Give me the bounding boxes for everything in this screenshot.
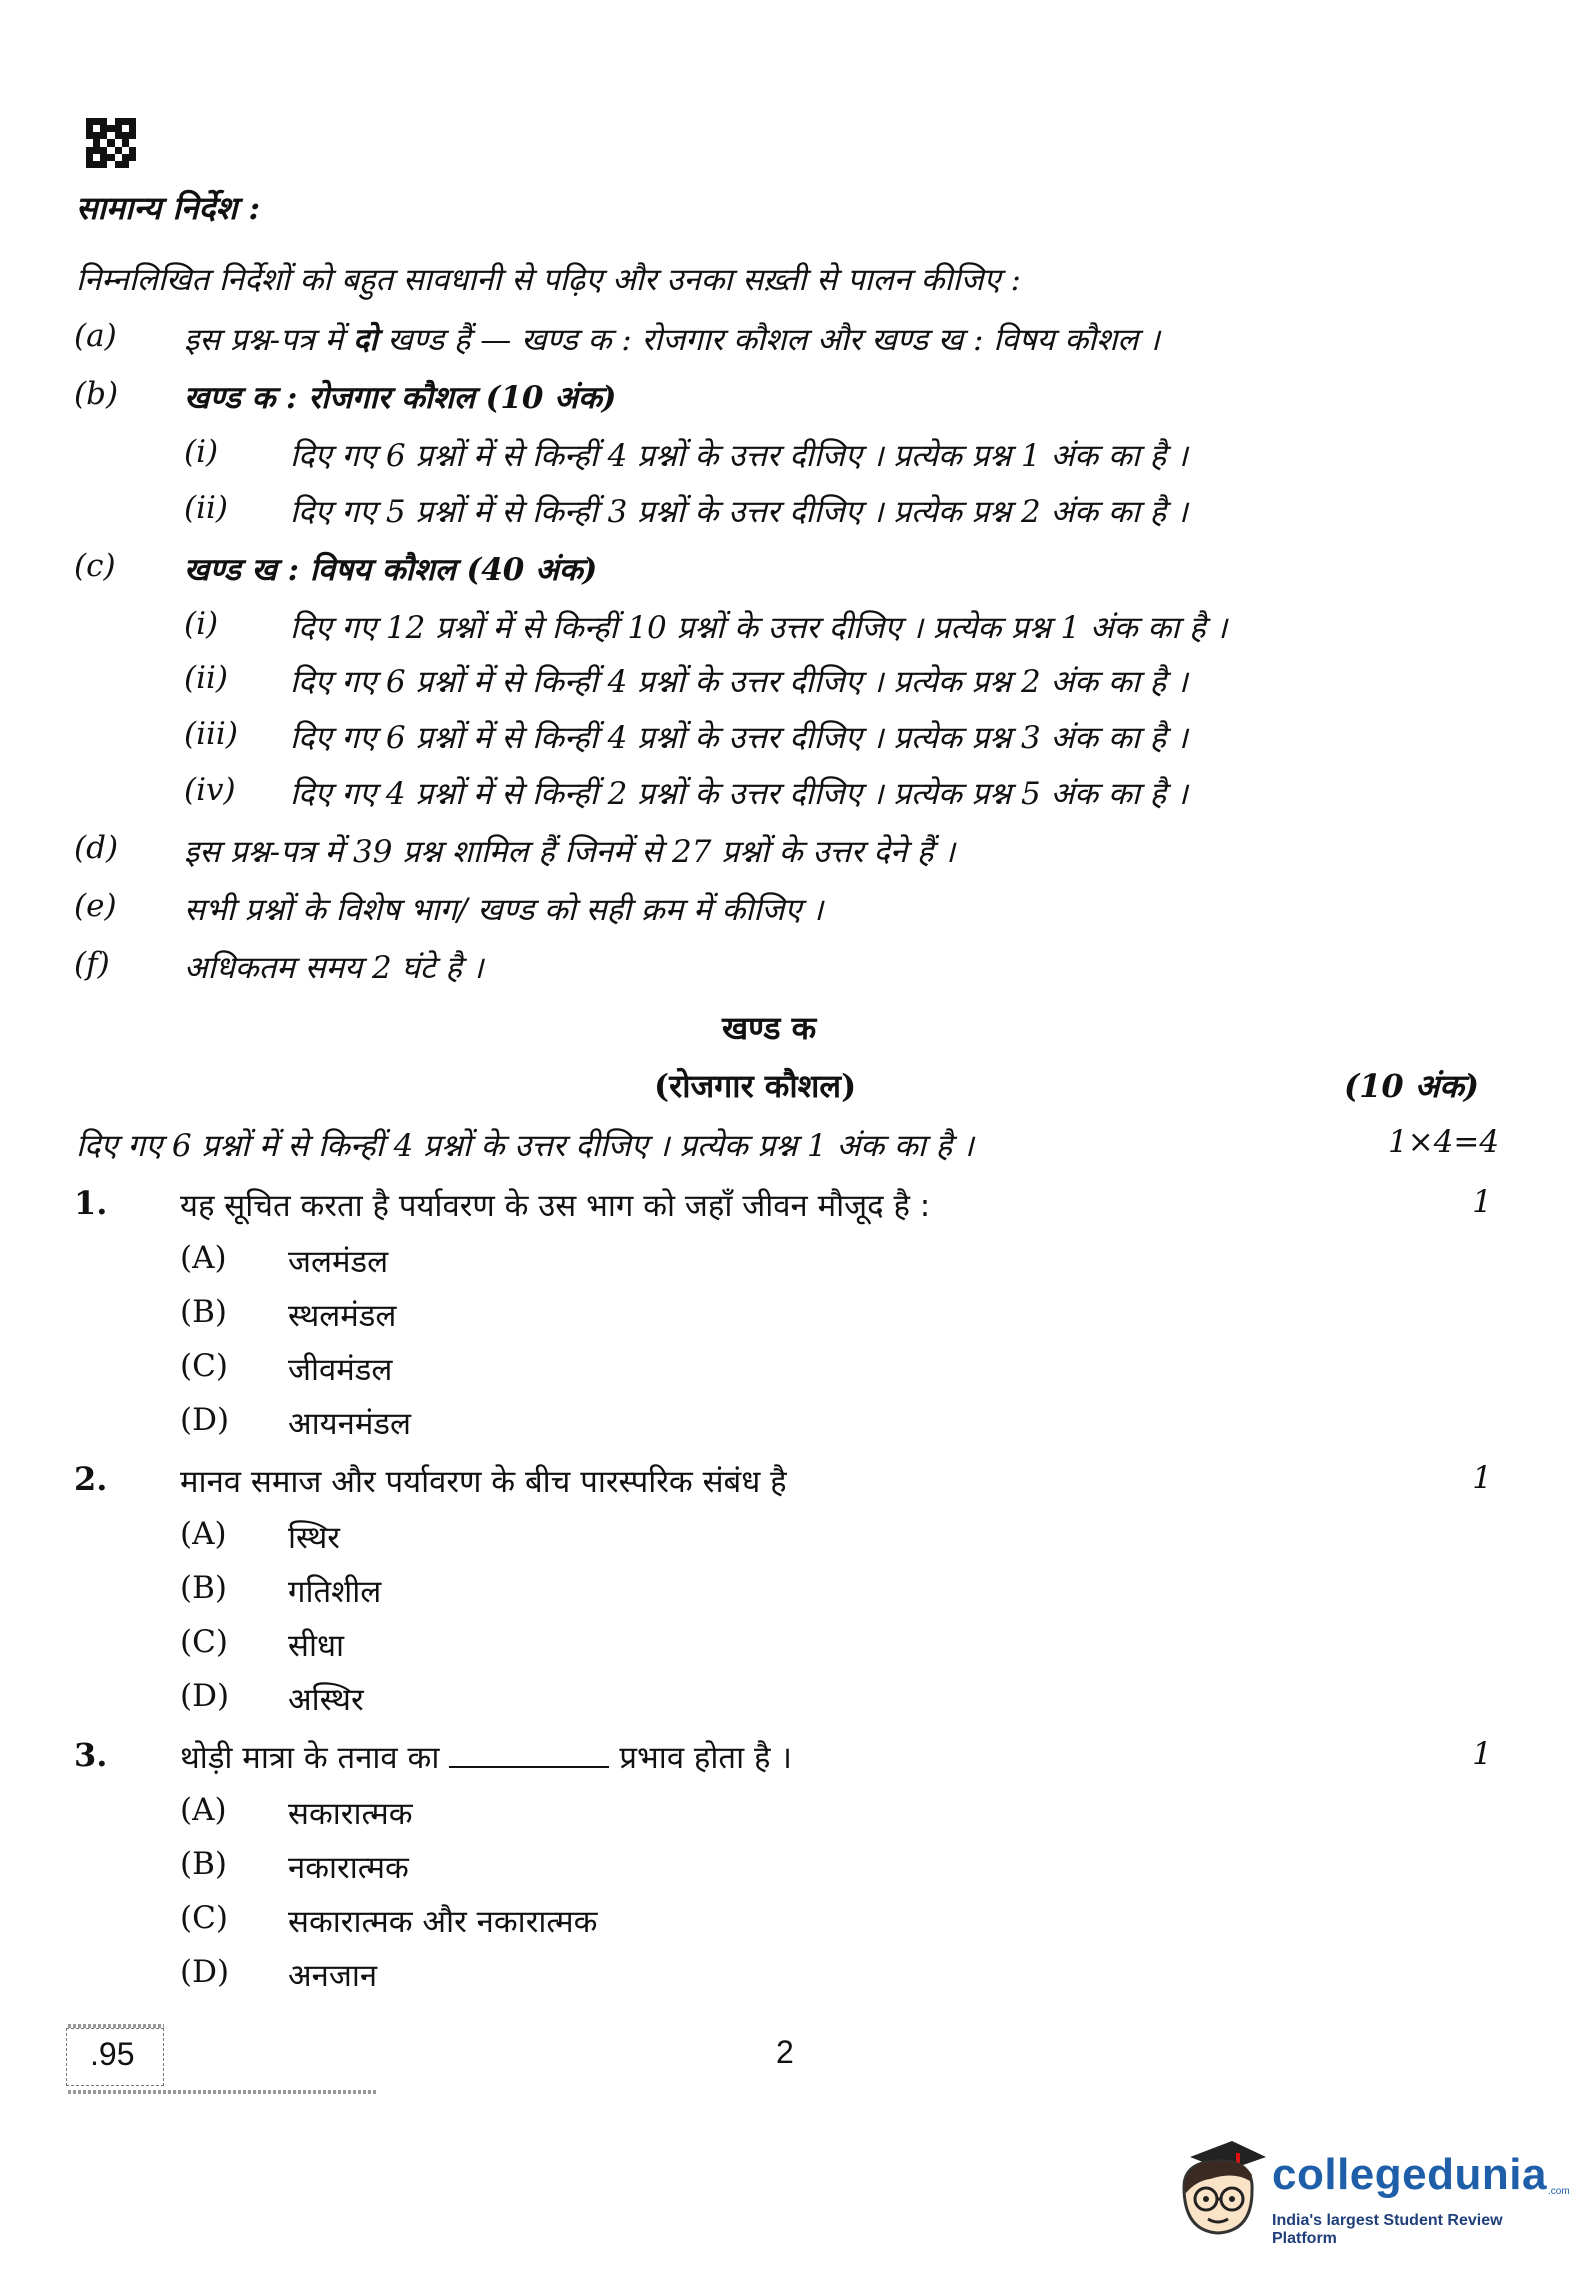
q2-option-d-label: (D) — [180, 1678, 230, 1714]
section-a-title: खण्ड क — [722, 1009, 817, 1047]
page-number: 2 — [776, 2034, 794, 2070]
q2-option-a-label: (A) — [180, 1516, 227, 1552]
instruction-b-heading: खण्ड क : रोजगार कौशल (10 अंक) — [184, 380, 617, 416]
instruction-c-i-text: दिए गए 12 प्रश्नों में से किन्हीं 10 प्रश्नों के उत्तर दीजिए । प्रत्येक प्रश्न 1 अंक का है । — [290, 610, 1228, 646]
q3-option-b-text: नकारात्मक — [288, 1850, 409, 1886]
q1-option-a-text: जलमंडल — [288, 1244, 389, 1280]
microprint-bottom — [68, 2090, 378, 2094]
section-a-instruction: दिए गए 6 प्रश्नों में से किन्हीं 4 प्रश्नों के उत्तर दीजिए । प्रत्येक प्रश्न 1 अंक का है । — [76, 1128, 974, 1164]
question-1-text: यह सूचित करता है पर्यावरण के उस भाग को जहाँ जीवन मौजूद है : — [180, 1188, 931, 1224]
instruction-c-iii-text: दिए गए 6 प्रश्नों में से किन्हीं 4 प्रश्नों के उत्तर दीजिए । प्रत्येक प्रश्न 3 अंक का है । — [290, 720, 1188, 756]
q2-option-c-label: (C) — [180, 1624, 228, 1660]
instruction-a-text: इस प्रश्न-पत्र में दो खण्ड हैं — खण्ड क : रोजगार कौशल और खण्ड ख : विषय कौशल । — [184, 322, 1160, 358]
instruction-b-i-label: (i) — [184, 434, 219, 470]
q1-option-b-label: (B) — [180, 1294, 227, 1330]
instructions-intro: निम्नलिखित निर्देशों को बहुत सावधानी से पढ़िए और उनका सख़्ती से पालन कीजिए : — [76, 262, 1021, 298]
instruction-c-iv-label: (iv) — [184, 772, 236, 808]
instruction-c-iii-label: (iii) — [184, 716, 238, 752]
paper-code: .95 — [90, 2036, 135, 2072]
instruction-c-iv-text: दिए गए 4 प्रश्नों में से किन्हीं 2 प्रश्नों के उत्तर दीजिए । प्रत्येक प्रश्न 5 अंक का है । — [290, 776, 1188, 812]
collegedunia-logo-text[interactable]: collegedunia — [1272, 2150, 1547, 2199]
question-1-number: 1. — [74, 1184, 108, 1222]
q1-option-d-label: (D) — [180, 1402, 230, 1438]
answer-blank — [449, 1744, 609, 1768]
qr-code — [86, 118, 136, 168]
instruction-c-heading: खण्ड ख : विषय कौशल (40 अंक) — [184, 552, 598, 588]
instruction-f-text: अधिकतम समय 2 घंटे है । — [184, 950, 484, 986]
q1-option-a-label: (A) — [180, 1240, 227, 1276]
q2-option-c-text: सीधा — [288, 1628, 345, 1664]
instruction-c-i-label: (i) — [184, 606, 219, 642]
q1-option-c-text: जीवमंडल — [288, 1352, 393, 1388]
instruction-b-ii-text: दिए गए 5 प्रश्नों में से किन्हीं 3 प्रश्नों के उत्तर दीजिए । प्रत्येक प्रश्न 2 अंक का है । — [290, 494, 1188, 530]
instruction-c-label: (c) — [74, 548, 116, 584]
q3-option-a-text: सकारात्मक — [288, 1796, 413, 1832]
question-2-text: मानव समाज और पर्यावरण के बीच पारस्परिक संबंध है — [180, 1464, 787, 1500]
collegedunia-tagline: India's largest Student Review Platform — [1272, 2212, 1503, 2247]
collegedunia-logo-com: .com — [1548, 2186, 1570, 2197]
instruction-d-label: (d) — [74, 830, 119, 866]
q3-option-d-label: (D) — [180, 1954, 230, 1990]
instruction-b-ii-label: (ii) — [184, 490, 229, 526]
q3-option-c-label: (C) — [180, 1900, 228, 1936]
question-3-text: थोड़ी मात्रा के तनाव का प्रभाव होता है । — [180, 1740, 793, 1776]
instruction-d-text: इस प्रश्न-पत्र में 39 प्रश्न शामिल हैं जिनमें से 27 प्रश्नों के उत्तर देने हैं । — [184, 834, 955, 870]
instruction-e-text: सभी प्रश्नों के विशेष भाग/ खण्ड को सही क्रम में कीजिए । — [184, 892, 824, 928]
q3-option-b-label: (B) — [180, 1846, 227, 1882]
q2-option-b-label: (B) — [180, 1570, 227, 1606]
q3-option-d-text: अनजान — [288, 1958, 378, 1994]
question-3-number: 3. — [74, 1736, 108, 1774]
section-a-marks: (10 अंक) — [1344, 1067, 1479, 1105]
question-3-marks: 1 — [1472, 1736, 1492, 1772]
collegedunia-mascot-icon — [1170, 2135, 1266, 2245]
q2-option-a-text: स्थिर — [288, 1520, 340, 1556]
instruction-a-label: (a) — [74, 318, 117, 354]
section-a-instruction-marks: 1×4=4 — [1388, 1124, 1500, 1160]
q3-option-a-label: (A) — [180, 1792, 227, 1828]
q1-option-b-text: स्थलमंडल — [288, 1298, 397, 1334]
q3-option-c-text: सकारात्मक और नकारात्मक — [288, 1904, 598, 1940]
instruction-b-i-text: दिए गए 6 प्रश्नों में से किन्हीं 4 प्रश्नों के उत्तर दीजिए । प्रत्येक प्रश्न 1 अंक का है । — [290, 438, 1188, 474]
instruction-b-label: (b) — [74, 376, 119, 412]
instruction-e-label: (e) — [74, 888, 117, 924]
q1-option-c-label: (C) — [180, 1348, 228, 1384]
q2-option-d-text: अस्थिर — [288, 1682, 364, 1718]
question-2-number: 2. — [74, 1460, 108, 1498]
instruction-c-ii-text: दिए गए 6 प्रश्नों में से किन्हीं 4 प्रश्नों के उत्तर दीजिए । प्रत्येक प्रश्न 2 अंक का है । — [290, 664, 1188, 700]
q2-option-b-text: गतिशील — [288, 1574, 382, 1610]
question-2-marks: 1 — [1472, 1460, 1492, 1496]
question-1-marks: 1 — [1472, 1184, 1492, 1220]
instruction-c-ii-label: (ii) — [184, 660, 229, 696]
instruction-f-label: (f) — [74, 946, 110, 982]
section-a-subtitle: (रोजगार कौशल) — [654, 1067, 857, 1105]
q1-option-d-text: आयनमंडल — [288, 1406, 412, 1442]
instructions-title: सामान्य निर्देश : — [76, 189, 261, 227]
